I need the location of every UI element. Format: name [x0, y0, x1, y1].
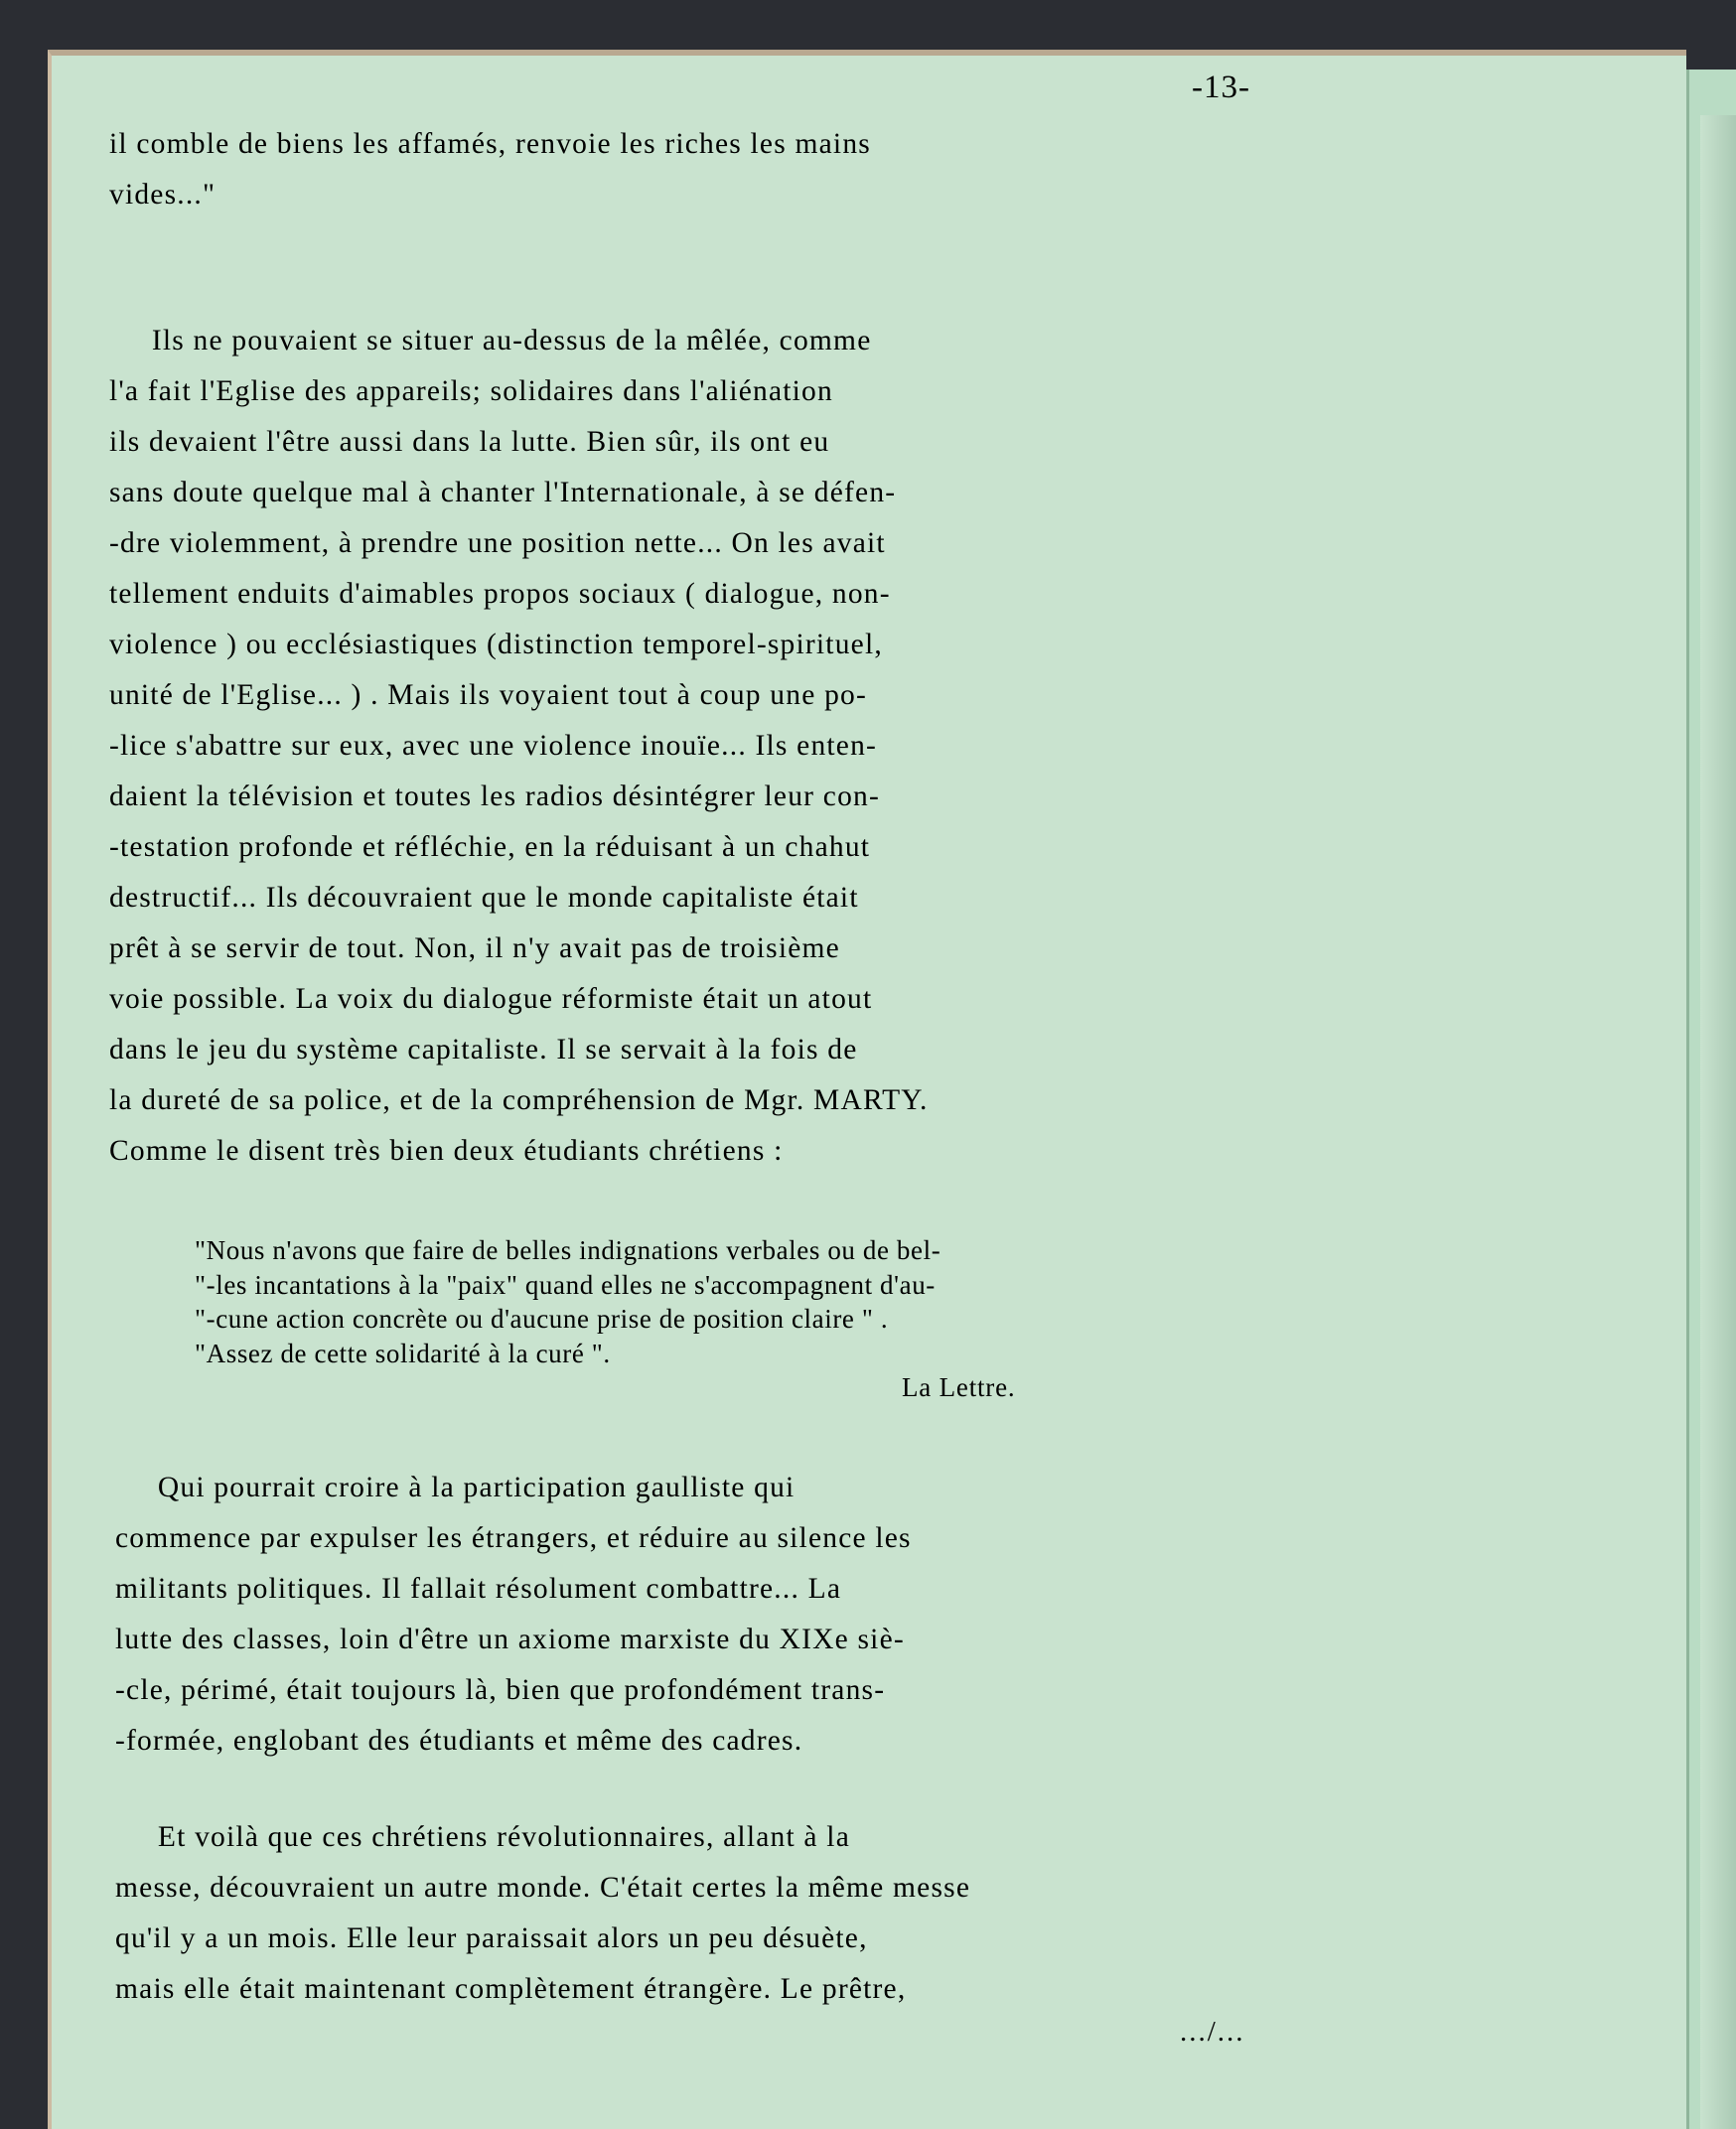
text-line: il comble de biens les affamés, renvoie les riches les mains — [109, 128, 871, 160]
page-fold-shadow — [1700, 115, 1736, 2129]
text-line: Qui pourrait croire à la participation gaulliste qui — [115, 1472, 796, 1503]
text-line: violence ) ou ecclésiastiques (distinction temporel-spirituel, — [109, 629, 883, 660]
text-line: -dre violemment, à prendre une position nette... On les avait — [109, 527, 886, 559]
text-line: -lice s'abattre sur eux, avec une violence inouïe... Ils enten- — [109, 730, 878, 762]
text-line: Et voilà que ces chrétiens révolutionnaires, allant à la — [115, 1821, 850, 1853]
text-line: la dureté de sa police, et de la compréhension de Mgr. MARTY. — [109, 1084, 929, 1116]
text-line: voie possible. La voix du dialogue réformiste était un atout — [109, 983, 873, 1015]
quote-line: "-les incantations à la "paix" quand elles ne s'accompagnent d'au- — [195, 1269, 936, 1300]
page-number: -13- — [1192, 70, 1250, 105]
text-line: Ils ne pouvaient se situer au-dessus de la mêlée, comme — [109, 325, 872, 356]
text-line: -testation profonde et réfléchie, en la réduisant à un chahut — [109, 831, 871, 863]
text-line: prêt à se servir de tout. Non, il n'y avait pas de troisième — [109, 932, 840, 964]
text-line: l'a fait l'Eglise des appareils; solidaires dans l'aliénation — [109, 375, 833, 407]
text-line: mais elle était maintenant complètement étrangère. Le prêtre, — [115, 1973, 907, 2005]
text-line: qu'il y a un mois. Elle leur paraissait alors un peu désuète, — [115, 1922, 868, 1954]
text-line: sans doute quelque mal à chanter l'Internationale, à se défen- — [109, 477, 897, 508]
text-line: commence par expulser les étrangers, et réduire au silence les — [115, 1522, 912, 1554]
text-line: militants politiques. Il fallait résolument combattre... La — [115, 1573, 842, 1605]
quote-line: "-cune action concrète ou d'aucune prise de position claire " . — [195, 1304, 889, 1334]
text-line: -formée, englobant des étudiants et même des cadres. — [115, 1725, 803, 1757]
paragraph-2 — [109, 316, 1470, 1177]
text-line: Comme le disent très bien deux étudiants chrétiens : — [109, 1135, 784, 1167]
text-line: dans le jeu du système capitaliste. Il se servait à la fois de — [109, 1034, 858, 1065]
text-line: ils devaient l'être aussi dans la lutte. Bien sûr, ils ont eu — [109, 426, 830, 458]
paragraph-1 — [109, 119, 1470, 220]
text-line: -cle, périmé, était toujours là, bien que profondément trans- — [115, 1674, 886, 1706]
text-line: daient la télévision et toutes les radios désintégrer leur con- — [109, 781, 880, 812]
text-line: tellement enduits d'aimables propos sociaux ( dialogue, non- — [109, 578, 891, 610]
paragraph-3 — [115, 1463, 1476, 1767]
quote-line: "Assez de cette solidarité à la curé ". — [195, 1338, 611, 1368]
quote-line: "Nous n'avons que faire de belles indignations verbales ou de bel- — [195, 1235, 941, 1265]
text-line: messe, découvraient un autre monde. C'était certes la même messe — [115, 1872, 971, 1904]
block-quote — [195, 1233, 1436, 1370]
text-line: unité de l'Eglise... ) . Mais ils voyaient tout à coup une po- — [109, 679, 867, 711]
continuation-marker: .../... — [1180, 2016, 1245, 2048]
text-line: destructif... Ils découvraient que le monde capitaliste était — [109, 882, 859, 914]
text-line: lutte des classes, loin d'être un axiome marxiste du XIXe siè- — [115, 1624, 905, 1655]
text-line: vides..." — [109, 179, 217, 211]
paragraph-4 — [115, 1812, 1476, 2015]
quote-source: La Lettre. — [902, 1372, 1016, 1402]
